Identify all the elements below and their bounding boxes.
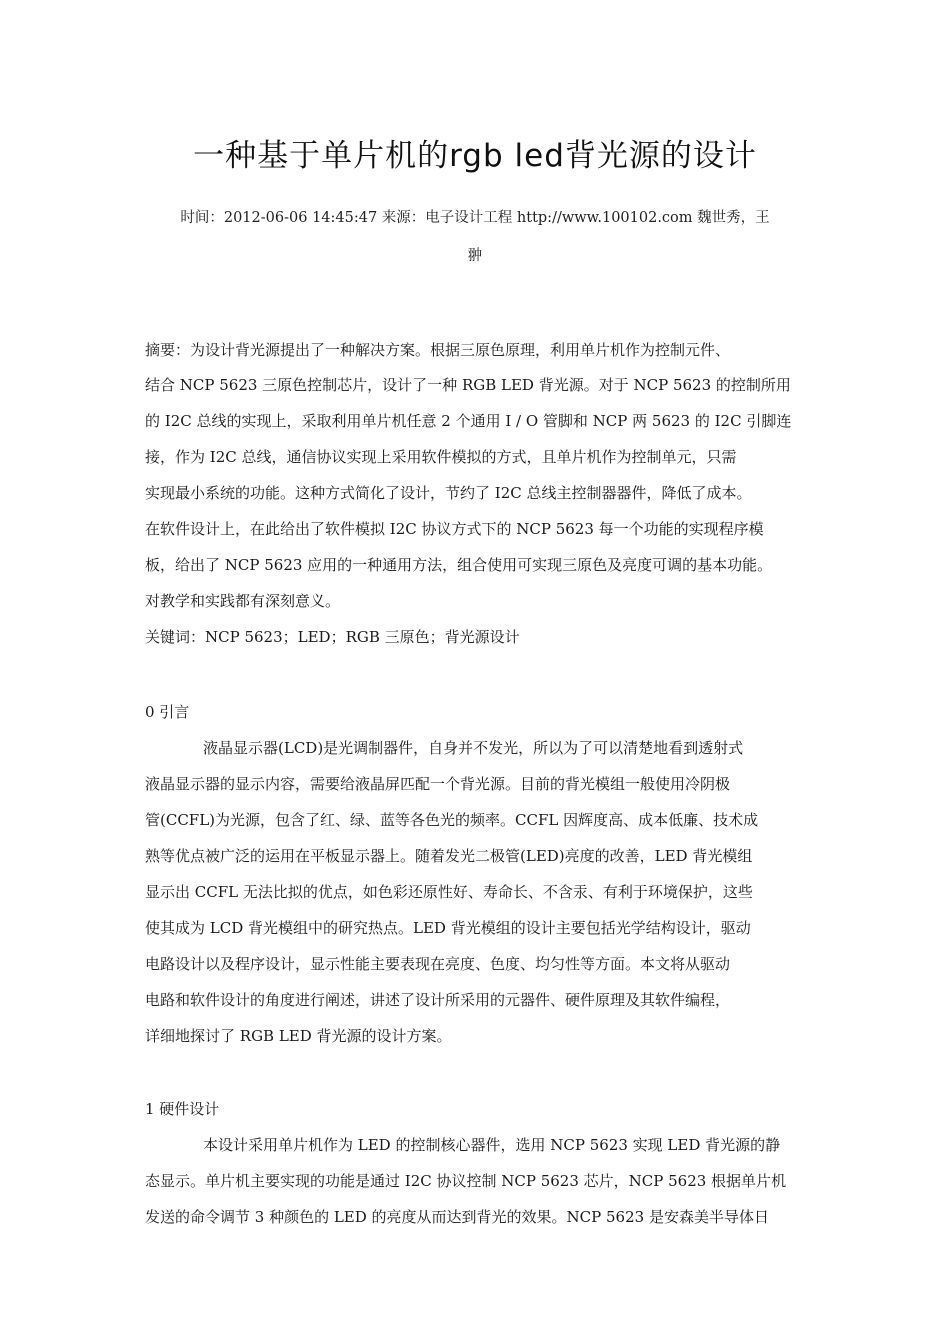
- abstract-line: 的 I2C 总线的实现上，采取利用单片机任意 2 个通用 I / O 管脚和 NCP 两 5623 的 I2C 引脚连: [145, 412, 792, 430]
- abstract-line: 结合 NCP 5623 三原色控制芯片，设计了一种 RGB LED 背光源。对于 NCP 5623 的控制所用: [145, 376, 791, 394]
- paragraph-line: 态显示。单片机主要实现的功能是通过 I2C 协议控制 NCP 5623 芯片，NCP 5623 根据单片机: [145, 1172, 787, 1190]
- abstract-line: 在软件设计上，在此给出了软件模拟 I2C 协议方式下的 NCP 5623 每一个功能的实现程序模: [145, 520, 764, 538]
- paragraph-line: 液晶显示器(LCD)是光调制器件，自身并不发光，所以为了可以清楚地看到透射式: [203, 739, 744, 757]
- paragraph-line: 使其成为 LCD 背光模组中的研究热点。LED 背光模组的设计主要包括光学结构设计，驱动: [145, 919, 751, 937]
- abstract-line: 对教学和实践都有深刻意义。: [145, 592, 341, 610]
- section-heading-introduction: 0 引言: [145, 703, 190, 721]
- paragraph-line: 详细地探讨了 RGB LED 背光源的设计方案。: [145, 1027, 452, 1045]
- article-meta: 时间：2012-06-06 14:45:47 来源：电子设计工程 http://www.100102.com 魏世秀，王: [180, 210, 770, 226]
- paragraph-line: 发送的命令调节 3 种颜色的 LED 的亮度从而达到背光的效果。NCP 5623 是安森美半导体日: [145, 1208, 769, 1226]
- section-heading-hardware: 1 硬件设计: [145, 1100, 220, 1118]
- paragraph-line: 熟等优点被广泛的运用在平板显示器上。随着发光二极管(LED)亮度的改善，LED 背光模组: [145, 847, 753, 865]
- paragraph-line: 管(CCFL)为光源，包含了红、绿、蓝等各色光的频率。CCFL 因辉度高、成本低廉、技术成: [145, 811, 759, 829]
- abstract-line: 接，作为 I2C 总线，通信协议实现上采用软件模拟的方式，且单片机作为控制单元，只需: [145, 448, 737, 466]
- page-title: 一种基于单片机的rgb led背光源的设计: [193, 138, 757, 174]
- paragraph-line: 本设计采用单片机作为 LED 的控制核心器件，选用 NCP 5623 实现 LED 背光源的静: [203, 1136, 781, 1154]
- abstract-line: 板，给出了 NCP 5623 应用的一种通用方法，组合使用可实现三原色及亮度可调的基本功能。: [145, 556, 773, 574]
- paragraph-line: 电路和软件设计的角度进行阐述，讲述了设计所采用的元器件、硬件原理及其软件编程，: [145, 991, 731, 1009]
- keywords: 关键词：NCP 5623；LED；RGB 三原色；背光源设计: [145, 628, 520, 646]
- article-meta-continued: 翀: [467, 248, 483, 264]
- paragraph-line: 电路设计以及程序设计，显示性能主要表现在亮度、色度、均匀性等方面。本文将从驱动: [145, 955, 731, 973]
- paragraph-line: 显示出 CCFL 无法比拟的优点，如色彩还原性好、寿命长、不含汞、有利于环境保护，这些: [145, 883, 753, 901]
- abstract-line: 摘要：为设计背光源提出了一种解决方案。根据三原色原理，利用单片机作为控制元件、: [145, 341, 731, 359]
- abstract-line: 实现最小系统的功能。这种方式简化了设计，节约了 I2C 总线主控制器器件，降低了成本。: [145, 484, 752, 502]
- paragraph-line: 液晶显示器的显示内容，需要给液晶屏匹配一个背光源。目前的背光模组一般使用冷阴极: [145, 775, 731, 793]
